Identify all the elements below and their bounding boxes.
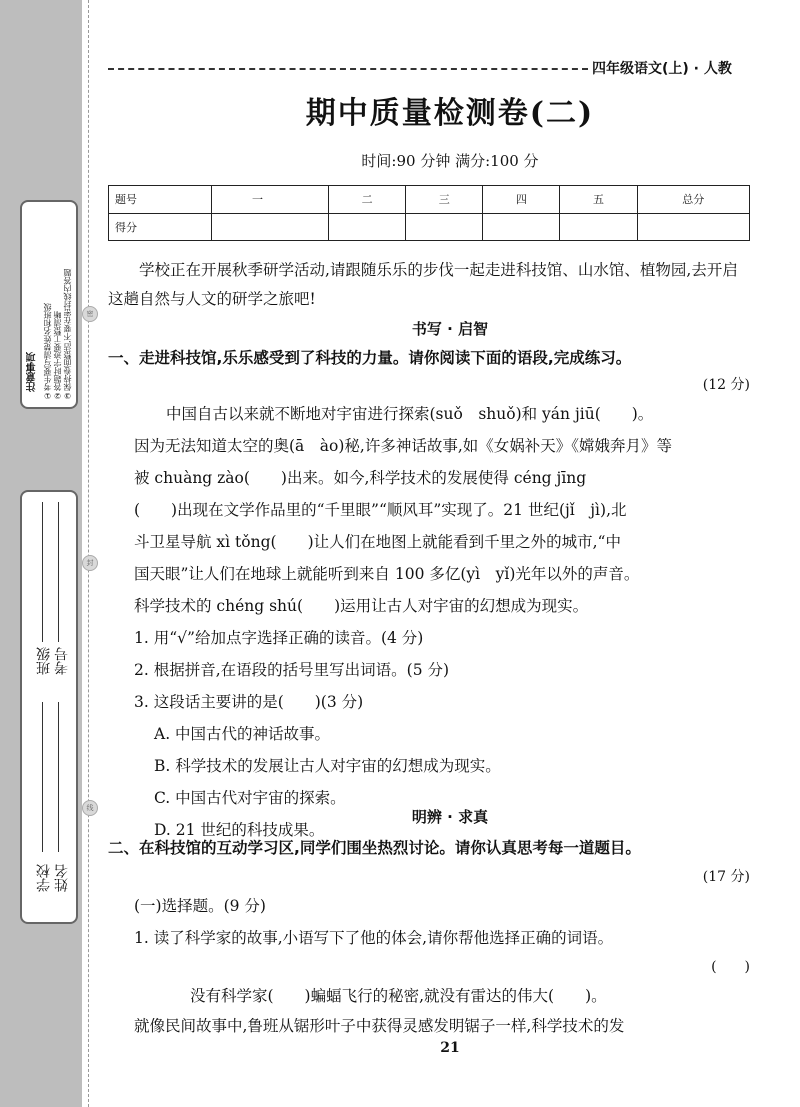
exam-no-label: 考号	[54, 647, 70, 675]
seal-line	[88, 0, 90, 1107]
name-label: 姓名	[54, 864, 70, 892]
header-label: 四年级语文(上) · 人教	[592, 61, 732, 77]
notice-title: 注意事项	[27, 352, 38, 392]
passage-line: 就像民间故事中,鲁班从锯形叶子中获得灵感发明锯子一样,科学技术的发	[134, 1017, 625, 1035]
intro-text: 学校正在开展秋季研学活动,请跟随乐乐的步伐一起走进科技馆、山水馆、植物园,去开启这趟自然与人文的研学之旅吧!	[108, 261, 738, 308]
passage-line: 中国自古以来就不断地对宇宙进行探索(suǒ shuǒ)和 yán jiū( )。	[166, 405, 654, 423]
header-rule	[108, 68, 588, 70]
exam-no-rule	[58, 502, 59, 642]
question-heading: 二、在科技馆的互动学习区,同学们围坐热烈讨论。请你认真思考每一道题目。	[108, 839, 641, 857]
passage-line: 国天眼”让人们在地球上就能听到来自 100 多亿(yì yǐ)光年以外的声音。	[134, 565, 640, 583]
seal-mark: 密	[82, 306, 98, 322]
answer-bracket[interactable]: ( )	[711, 959, 750, 975]
sub-heading: (一)选择题。(9 分)	[134, 897, 266, 915]
score-cell[interactable]	[329, 213, 406, 241]
col-header: 三	[406, 186, 483, 214]
score-table	[108, 185, 750, 241]
answer-option-c[interactable]: C. 中国古代对宇宙的探索。	[154, 789, 346, 807]
question-heading: 一、走进科技馆,乐乐感受到了科技的力量。请你阅读下面的语段,完成练习。	[108, 349, 632, 367]
col-header: 五	[560, 186, 637, 214]
notice-line: ①考生要写清楚姓名和班级	[43, 303, 52, 400]
section-title: 明辨 · 求真	[411, 808, 489, 826]
notice-line: ③保持卷面整洁,不要在密封线内答题	[63, 268, 72, 400]
row-label: 得分	[109, 213, 212, 241]
score-cell[interactable]	[406, 213, 483, 241]
question-score: (17 分)	[702, 869, 750, 885]
row-label: 题号	[109, 186, 212, 214]
question-item: 2. 根据拼音,在语段的括号里写出词语。(5 分)	[134, 661, 450, 679]
passage-line: 科学技术的 chéng shú( )运用让古人对宇宙的幻想成为现实。	[134, 597, 589, 615]
col-header: 二	[329, 186, 406, 214]
section-title: 书写 · 启智	[411, 320, 489, 338]
score-cell[interactable]	[637, 213, 750, 241]
notice-line: ②答题时字迹要工整清晰	[53, 311, 62, 400]
passage-line: 没有科学家( )蝙蝠飞行的秘密,就没有雷达的伟大( )。	[190, 987, 607, 1005]
question-item: 3. 这段话主要讲的是( )(3 分)	[134, 693, 364, 711]
exam-info: 时间:90 分钟 满分:100 分	[361, 152, 539, 170]
class-label: 班级	[36, 647, 52, 675]
score-cell[interactable]	[212, 213, 329, 241]
col-header: 总分	[637, 186, 750, 214]
question-score: (12 分)	[702, 377, 750, 393]
col-header: 一	[212, 186, 329, 214]
passage-line: 被 chuàng zào( )出来。如今,科学技术的发展使得 céng jīng	[134, 469, 587, 487]
seal-mark: 封	[82, 555, 98, 571]
question-item: 1. 读了科学家的故事,小语写下了他的体会,请你帮他选择正确的词语。	[134, 929, 614, 947]
passage-line: 因为无法知道太空的奥(ā ào)秘,许多神话故事,如《女娲补天》《嫦娥奔月》等	[134, 437, 673, 455]
notice-box	[20, 200, 78, 409]
class-rule	[42, 502, 43, 642]
score-cell[interactable]	[560, 213, 637, 241]
answer-option-d[interactable]: D. 21 世纪的科技成果。	[154, 821, 325, 839]
name-rule	[58, 702, 59, 852]
page-title: 期中质量检测卷(二)	[305, 96, 595, 131]
school-rule	[42, 702, 43, 852]
passage-line: 斗卫星导航 xì tǒng( )让人们在地图上就能看到千里之外的城市,“中	[134, 533, 621, 551]
passage-line: ( )出现在文学作品里的“千里眼”“顺风耳”实现了。21 世纪(jǐ jì),北	[134, 501, 627, 519]
student-info-box	[20, 490, 78, 924]
answer-option-b[interactable]: B. 科学技术的发展让古人对宇宙的幻想成为现实。	[154, 757, 501, 775]
answer-option-a[interactable]: A. 中国古代的神话故事。	[154, 725, 331, 743]
question-item: 1. 用“√”给加点字选择正确的读音。(4 分)	[134, 629, 424, 647]
col-header: 四	[483, 186, 560, 214]
score-cell[interactable]	[483, 213, 560, 241]
page-number: 21	[440, 1040, 460, 1056]
seal-mark: 线	[82, 800, 98, 816]
school-label: 学校	[36, 864, 52, 892]
